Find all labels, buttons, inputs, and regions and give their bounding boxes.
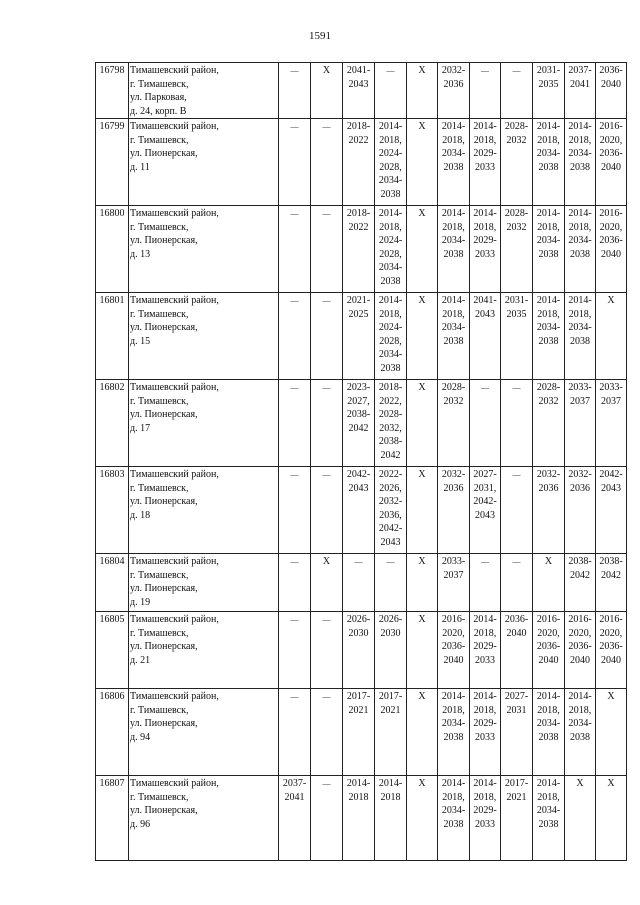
value-text: — (290, 615, 299, 624)
table-row (96, 119, 627, 206)
row-id: 16802 (99, 382, 125, 393)
value-text: 2014- 2018, 2034- 2038 (536, 121, 561, 173)
value-cell (279, 293, 311, 380)
row-id-cell (96, 206, 129, 293)
value-cell (311, 689, 343, 776)
value-cell (533, 293, 565, 380)
value-text: 2033- 2037 (441, 556, 466, 581)
value-text: 2027- 2031, 2042- 2043 (473, 469, 497, 521)
value-cell (596, 689, 627, 776)
value-text: 2028- 2032 (441, 382, 466, 407)
value-text: 2014- 2018, 2034- 2038 (568, 691, 592, 743)
value-text: 2033- 2037 (599, 382, 623, 407)
value-cell (565, 554, 596, 612)
value-text: 2028- 2032 (504, 208, 529, 233)
value-text: 2014- 2018, 2034- 2038 (441, 691, 466, 743)
value-cell (279, 554, 311, 612)
value-cell (596, 467, 627, 554)
row-id-cell (96, 119, 129, 206)
value-text: — (512, 66, 521, 75)
value-text: X (418, 121, 426, 132)
value-text: 2033- 2037 (568, 382, 592, 407)
value-text: 2014- 2018, 2034- 2038 (568, 295, 592, 347)
value-text: — (322, 296, 331, 305)
schedule-table (95, 62, 627, 861)
row-id: 16804 (99, 556, 125, 567)
value-text: — (512, 557, 521, 566)
value-cell (596, 119, 627, 206)
value-text: 2014- 2018, 2029- 2033 (473, 691, 497, 743)
value-text: X (322, 556, 331, 567)
table-row (96, 380, 627, 467)
row-id: 16805 (99, 614, 125, 625)
value-cell (565, 689, 596, 776)
value-text: — (290, 470, 299, 479)
value-cell (407, 119, 438, 206)
value-cell (311, 119, 343, 206)
value-cell (501, 119, 533, 206)
address-text: Тимашевский район, г. Тимашевск, ул. Пионерская, д. 94 (130, 691, 219, 743)
value-text: 2016- 2020, 2036- 2040 (599, 121, 623, 173)
value-text: 2016- 2020, 2036- 2040 (599, 614, 623, 666)
value-text: 2014- 2018, 2024- 2028, 2034- 2038 (378, 295, 403, 374)
value-text: X (322, 65, 331, 76)
value-cell (470, 689, 501, 776)
value-cell (596, 380, 627, 467)
value-cell (311, 776, 343, 861)
address-cell (129, 119, 279, 206)
value-text: 2032- 2036 (568, 469, 592, 494)
value-cell (279, 612, 311, 689)
value-cell (343, 293, 375, 380)
value-cell (596, 206, 627, 293)
table-row (96, 63, 627, 119)
value-text: 2014- 2018, 2029- 2033 (473, 614, 497, 666)
address-cell (129, 554, 279, 612)
address-text: Тимашевский район, г. Тимашевск, ул. Пионерская, д. 17 (130, 382, 219, 434)
value-cell (407, 206, 438, 293)
value-text: — (512, 383, 521, 392)
value-text: — (481, 66, 489, 75)
table-body (96, 63, 627, 861)
value-text: X (576, 778, 584, 789)
value-text: 2014- 2018 (378, 778, 403, 803)
value-cell (343, 119, 375, 206)
address-text: Тимашевский район, г. Тимашевск, ул. Пионерская, д. 11 (130, 121, 219, 173)
address-text: Тимашевский район, г. Тимашевск, ул. Пионерская, д. 21 (130, 614, 219, 666)
value-cell (343, 380, 375, 467)
value-cell (565, 206, 596, 293)
address-cell (129, 293, 279, 380)
value-cell (596, 612, 627, 689)
value-text: 2026- 2030 (346, 614, 371, 639)
value-cell (470, 206, 501, 293)
value-cell (311, 554, 343, 612)
value-cell (375, 63, 407, 119)
value-text: 2042- 2043 (599, 469, 623, 494)
value-cell (375, 776, 407, 861)
value-cell (596, 554, 627, 612)
value-text: 2041- 2043 (346, 65, 371, 90)
address-text: Тимашевский район, г. Тимашевск, ул. Парковая, д. 24, корп. В (130, 65, 219, 117)
value-cell (343, 63, 375, 119)
value-cell (279, 63, 311, 119)
value-cell (470, 554, 501, 612)
value-text: 2042- 2043 (346, 469, 371, 494)
value-text: 2014- 2018, 2034- 2038 (568, 208, 592, 260)
value-cell (501, 776, 533, 861)
row-id-cell (96, 612, 129, 689)
value-cell (343, 206, 375, 293)
value-cell (375, 119, 407, 206)
value-cell (470, 119, 501, 206)
value-text: — (322, 692, 331, 701)
value-cell (311, 380, 343, 467)
address-cell (129, 689, 279, 776)
value-cell (596, 776, 627, 861)
row-id: 16806 (99, 691, 125, 702)
value-cell (438, 293, 470, 380)
value-text: 2031- 2035 (504, 295, 529, 320)
value-cell (470, 612, 501, 689)
value-text: 2017- 2021 (378, 691, 403, 716)
value-text: 2036- 2040 (504, 614, 529, 639)
value-text: 2014- 2018, 2029- 2033 (473, 121, 497, 173)
value-text: 2022- 2026, 2032- 2036, 2042- 2043 (378, 469, 403, 548)
value-text: 2014- 2018, 2024- 2028, 2034- 2038 (378, 121, 403, 200)
value-text: — (386, 66, 395, 75)
value-cell (501, 206, 533, 293)
value-cell (470, 467, 501, 554)
value-cell (375, 554, 407, 612)
value-text: 2014- 2018, 2034- 2038 (568, 121, 592, 173)
value-cell (311, 467, 343, 554)
value-cell (438, 119, 470, 206)
value-cell (565, 380, 596, 467)
value-cell (343, 689, 375, 776)
value-cell (343, 612, 375, 689)
value-text: X (418, 614, 426, 625)
value-text: — (322, 122, 331, 131)
row-id: 16807 (99, 778, 125, 789)
value-cell (438, 380, 470, 467)
table-row (96, 554, 627, 612)
value-text: — (481, 557, 489, 566)
value-text: X (607, 295, 615, 306)
value-text: 2014- 2018 (346, 778, 371, 803)
value-text: 2014- 2018, 2029- 2033 (473, 208, 497, 260)
table-row (96, 776, 627, 861)
value-cell (501, 612, 533, 689)
value-cell (407, 612, 438, 689)
address-text: Тимашевский район, г. Тимашевск, ул. Пионерская, д. 13 (130, 208, 219, 260)
value-text: X (418, 295, 426, 306)
value-cell (438, 467, 470, 554)
value-text: 2016- 2020, 2036- 2040 (599, 208, 623, 260)
value-text: — (290, 383, 299, 392)
value-text: X (418, 778, 426, 789)
value-text: — (322, 209, 331, 218)
value-cell (501, 554, 533, 612)
table-row (96, 467, 627, 554)
value-cell (533, 689, 565, 776)
value-text: 2032- 2036 (441, 65, 466, 90)
value-cell (311, 63, 343, 119)
value-text: 2028- 2032 (504, 121, 529, 146)
value-text: — (512, 470, 521, 479)
value-cell (533, 206, 565, 293)
address-text: Тимашевский район, г. Тимашевск, ул. Пионерская, д. 96 (130, 778, 219, 830)
value-cell (501, 380, 533, 467)
value-text: 2026- 2030 (378, 614, 403, 639)
value-text: — (354, 557, 363, 566)
value-text: 2038- 2042 (599, 556, 623, 581)
value-text: 2014- 2018, 2024- 2028, 2034- 2038 (378, 208, 403, 287)
value-text: 2016- 2020, 2036- 2040 (568, 614, 592, 666)
value-text: — (322, 383, 331, 392)
value-cell (501, 63, 533, 119)
value-text: X (607, 691, 615, 702)
value-cell (279, 119, 311, 206)
value-cell (438, 206, 470, 293)
value-cell (407, 689, 438, 776)
value-text: 2017- 2021 (504, 778, 529, 803)
value-cell (343, 554, 375, 612)
value-text: 2014- 2018, 2034- 2038 (441, 121, 466, 173)
value-text: 2028- 2032 (536, 382, 561, 407)
address-text: Тимашевский район, г. Тимашевск, ул. Пионерская, д. 18 (130, 469, 219, 521)
page-number: 1591 (309, 30, 331, 42)
value-cell (501, 293, 533, 380)
value-text: 2018- 2022 (346, 121, 371, 146)
value-cell (501, 467, 533, 554)
value-text: X (418, 382, 426, 393)
value-cell (533, 467, 565, 554)
value-text: 2032- 2036 (536, 469, 561, 494)
value-text: 2032- 2036 (441, 469, 466, 494)
value-text: 2037- 2041 (568, 65, 592, 90)
value-cell (596, 293, 627, 380)
value-cell (565, 612, 596, 689)
value-cell (375, 612, 407, 689)
value-cell (533, 554, 565, 612)
value-text: X (418, 691, 426, 702)
value-text: 2014- 2018, 2034- 2038 (536, 208, 561, 260)
value-text: 2031- 2035 (536, 65, 561, 90)
value-cell (407, 554, 438, 612)
value-cell (407, 63, 438, 119)
value-text: — (322, 470, 331, 479)
value-text: X (544, 556, 553, 567)
value-text: 2016- 2020, 2036- 2040 (441, 614, 466, 666)
value-cell (279, 206, 311, 293)
value-cell (470, 776, 501, 861)
row-id: 16800 (99, 208, 125, 219)
table-row (96, 612, 627, 689)
value-text: — (481, 383, 489, 392)
row-id-cell (96, 293, 129, 380)
value-text: — (290, 66, 299, 75)
value-text: — (290, 557, 299, 566)
row-id-cell (96, 467, 129, 554)
value-cell (407, 293, 438, 380)
value-cell (279, 467, 311, 554)
row-id: 16801 (99, 295, 125, 306)
value-cell (533, 119, 565, 206)
value-text: 2014- 2018, 2034- 2038 (441, 295, 466, 347)
value-text: — (290, 692, 299, 701)
row-id: 16798 (99, 65, 125, 76)
value-text: X (607, 778, 615, 789)
value-cell (375, 293, 407, 380)
value-cell (407, 467, 438, 554)
row-id-cell (96, 689, 129, 776)
value-cell (533, 612, 565, 689)
address-cell (129, 63, 279, 119)
value-text: 2027- 2031 (504, 691, 529, 716)
value-text: — (290, 122, 299, 131)
value-text: — (386, 557, 395, 566)
value-text: 2014- 2018, 2029- 2033 (473, 778, 497, 830)
value-text: 2018- 2022 (346, 208, 371, 233)
row-id-cell (96, 63, 129, 119)
row-id-cell (96, 380, 129, 467)
value-text: 2023- 2027, 2038- 2042 (346, 382, 371, 434)
value-text: X (418, 65, 426, 76)
row-id-cell (96, 554, 129, 612)
value-text: 2038- 2042 (568, 556, 592, 581)
address-cell (129, 612, 279, 689)
value-text: 2037- 2041 (282, 778, 307, 803)
value-cell (565, 776, 596, 861)
table-row (96, 206, 627, 293)
value-text: — (290, 296, 299, 305)
address-text: Тимашевский район, г. Тимашевск, ул. Пионерская, д. 15 (130, 295, 219, 347)
value-text: 2014- 2018, 2034- 2038 (536, 691, 561, 743)
value-cell (533, 776, 565, 861)
value-text: 2041- 2043 (473, 295, 497, 320)
value-cell (438, 689, 470, 776)
value-text: 2017- 2021 (346, 691, 371, 716)
value-text: 2014- 2018, 2034- 2038 (441, 778, 466, 830)
row-id-cell (96, 776, 129, 861)
value-cell (375, 206, 407, 293)
value-text: X (418, 556, 426, 567)
address-cell (129, 380, 279, 467)
value-cell (375, 467, 407, 554)
address-cell (129, 206, 279, 293)
value-cell (407, 776, 438, 861)
value-text: 2016- 2020, 2036- 2040 (536, 614, 561, 666)
value-cell (438, 63, 470, 119)
value-text: 2014- 2018, 2034- 2038 (536, 295, 561, 347)
value-cell (311, 293, 343, 380)
value-text: X (418, 208, 426, 219)
row-id: 16803 (99, 469, 125, 480)
table-row (96, 293, 627, 380)
value-text: 2014- 2018, 2034- 2038 (536, 778, 561, 830)
value-text: 2021- 2025 (346, 295, 371, 320)
value-cell (311, 206, 343, 293)
value-cell (470, 63, 501, 119)
address-cell (129, 467, 279, 554)
address-text: Тимашевский район, г. Тимашевск, ул. Пионерская, д. 19 (130, 556, 219, 608)
value-cell (501, 689, 533, 776)
value-cell (565, 63, 596, 119)
value-cell (375, 689, 407, 776)
value-cell (279, 776, 311, 861)
value-text: 2036- 2040 (599, 65, 623, 90)
value-text: — (322, 615, 331, 624)
value-cell (565, 119, 596, 206)
value-cell (438, 554, 470, 612)
value-cell (565, 467, 596, 554)
value-text: — (290, 209, 299, 218)
value-cell (407, 380, 438, 467)
value-cell (343, 467, 375, 554)
value-cell (375, 380, 407, 467)
value-cell (279, 380, 311, 467)
address-cell (129, 776, 279, 861)
value-cell (533, 63, 565, 119)
value-text: 2014- 2018, 2034- 2038 (441, 208, 466, 260)
value-cell (565, 293, 596, 380)
value-cell (470, 293, 501, 380)
value-cell (311, 612, 343, 689)
table-row (96, 689, 627, 776)
value-cell (279, 689, 311, 776)
value-cell (438, 776, 470, 861)
value-cell (343, 776, 375, 861)
value-cell (438, 612, 470, 689)
value-text: X (418, 469, 426, 480)
value-text: — (322, 779, 331, 788)
value-text: 2018- 2022, 2028- 2032, 2038- 2042 (378, 382, 403, 461)
value-cell (533, 380, 565, 467)
value-cell (596, 63, 627, 119)
value-cell (470, 380, 501, 467)
row-id: 16799 (99, 121, 125, 132)
